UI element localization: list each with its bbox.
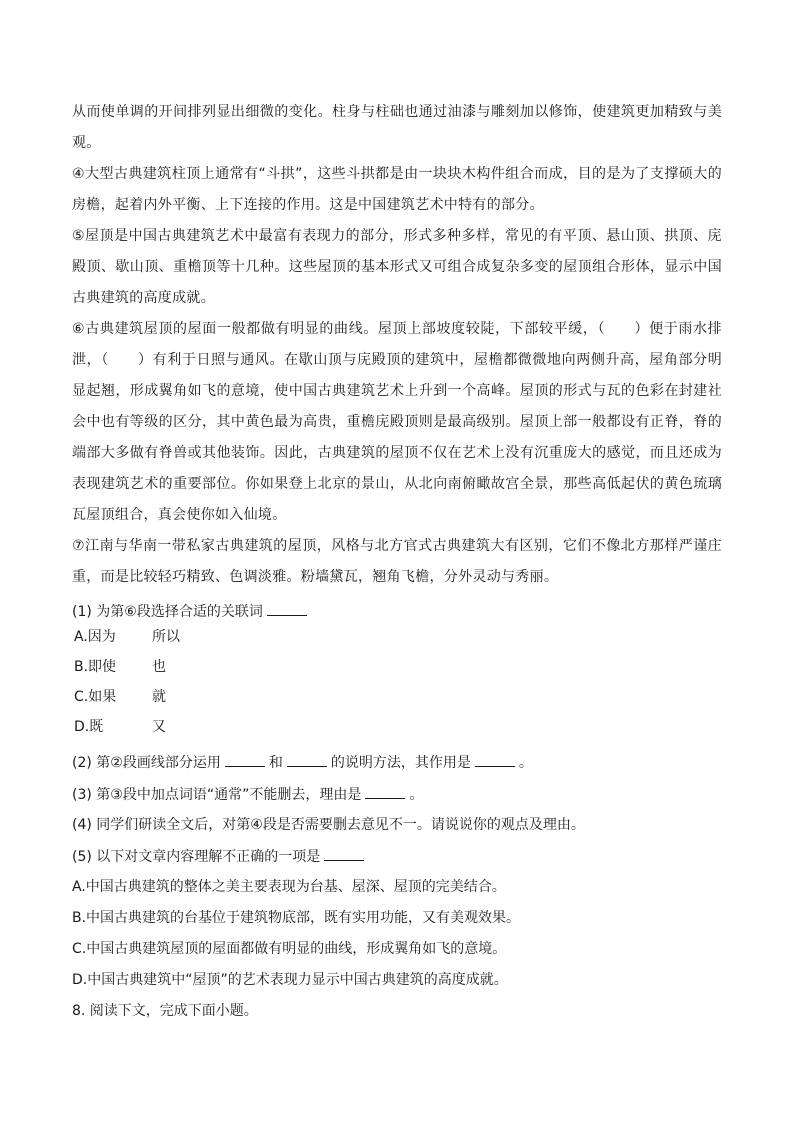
question-2-conj: 和 <box>268 755 283 771</box>
question-2-text: (2) 第②段画线部分运用 <box>72 755 221 771</box>
option-c-word: 就 <box>152 689 166 705</box>
option-b-letter: B.即使 <box>74 659 117 675</box>
answer-blank[interactable] <box>287 752 327 767</box>
question-5-option-b: B.中国古典建筑的台基位于建筑物底部，既有实用功能，又有美观效果。 <box>72 910 521 926</box>
paragraph-continuation: 从而使单调的开间排列显出细微的变化。柱身与柱础也通过油漆与雕刻加以修饰，使建筑更加精致与美观。 <box>72 104 722 151</box>
answer-blank[interactable] <box>324 846 364 861</box>
question-3-text: (3) 第③段中加点词语“通常”不能删去，理由是 <box>72 787 362 803</box>
paragraph-6: ⑥古典建筑屋顶的屋面一般都做有明显的曲线。屋顶上部坡度较陡，下部较平缓，（ ）便于雨水排泄，（ ）有利于日照与通风。在歇山顶与庑殿顶的建筑中，屋檐都微微地向两侧升高，屋角部分明显起翘，形成翼角如飞的意境，使中国古典建筑艺术上升到一个高峰。屋顶的形式与瓦的色彩在封建社会中也有等级的区分，其中黄色最为高贵，重檐庑殿顶则是最高级别。屋顶上部一般都设有正脊，脊的端部大多做有脊兽或其他装饰。因此，古典建筑的屋顶不仅在艺术上没有沉重庞大的感觉，而且还成为表现建筑艺术的重要部位。你如果登上北京的景山，从北向南俯瞰故宫全景，那些高低起伏的黄色琉璃瓦屋顶组合，真会使你如入仙境。 <box>72 321 722 523</box>
question-2-end: 。 <box>518 755 533 771</box>
question-5 <box>72 846 722 867</box>
question-3-end: 。 <box>409 787 424 803</box>
paragraph-7: ⑦江南与华南一带私家古典建筑的屋顶，风格与北方官式古典建筑大有区别，它们不像北方那样严谨庄重，而是比较轻巧精致、色调淡雅。粉墙黛瓦，翘角飞檐，分外灵动与秀丽。 <box>72 538 722 585</box>
answer-blank[interactable] <box>267 601 307 616</box>
question-8-heading: 8. 阅读下文，完成下面小题。 <box>72 1003 258 1019</box>
option-d-letter: D.既 <box>74 719 104 735</box>
question-2-text-2: 的说明方法，其作用是 <box>330 755 471 771</box>
question-4: (4) 同学们研读全文后，对第④段是否需要删去意见不一。请说说你的观点及理由。 <box>72 817 585 833</box>
answer-blank[interactable] <box>365 784 405 799</box>
option-a-word: 所以 <box>152 629 180 645</box>
question-5-text: (5) 以下对文章内容理解不正确的一项是 <box>72 849 321 865</box>
question-1-text: (1) 为第⑥段选择合适的关联词 <box>72 604 263 620</box>
question-5-option-d: D.中国古典建筑中“屋顶”的艺术表现力显示中国古典建筑的高度成就。 <box>72 972 508 988</box>
option-b-word: 也 <box>152 659 166 675</box>
paragraph-4: ④大型古典建筑柱顶上通常有“斗拱”，这些斗拱都是由一块块木构件组合而成，目的是为了支撑硕大的房檐，起着内外平衡、上下连接的作用。这是中国建筑艺术中特有的部分。 <box>72 166 722 213</box>
paragraph-5: ⑤屋顶是中国古典建筑艺术中最富有表现力的部分，形式多种多样，常见的有平顶、悬山顶、拱顶、庑殿顶、歇山顶、重檐顶等十几种。这些屋顶的基本形式又可组合成复杂多变的屋顶组合形体，显示中国古典建筑的高度成就。 <box>72 228 722 306</box>
answer-blank[interactable] <box>475 752 515 767</box>
option-d-word: 又 <box>152 719 166 735</box>
question-5-option-a: A.中国古典建筑的整体之美主要表现为台基、屋深、屋顶的完美结合。 <box>72 879 506 895</box>
option-c-letter: C.如果 <box>74 689 117 705</box>
question-5-option-c: C.中国古典建筑屋顶的屋面都做有明显的曲线，形成翼角如飞的意境。 <box>72 941 507 957</box>
option-a-letter: A.因为 <box>74 629 116 645</box>
question-1 <box>72 601 722 622</box>
answer-blank[interactable] <box>225 752 265 767</box>
question-3 <box>72 784 722 805</box>
question-2 <box>72 752 722 773</box>
